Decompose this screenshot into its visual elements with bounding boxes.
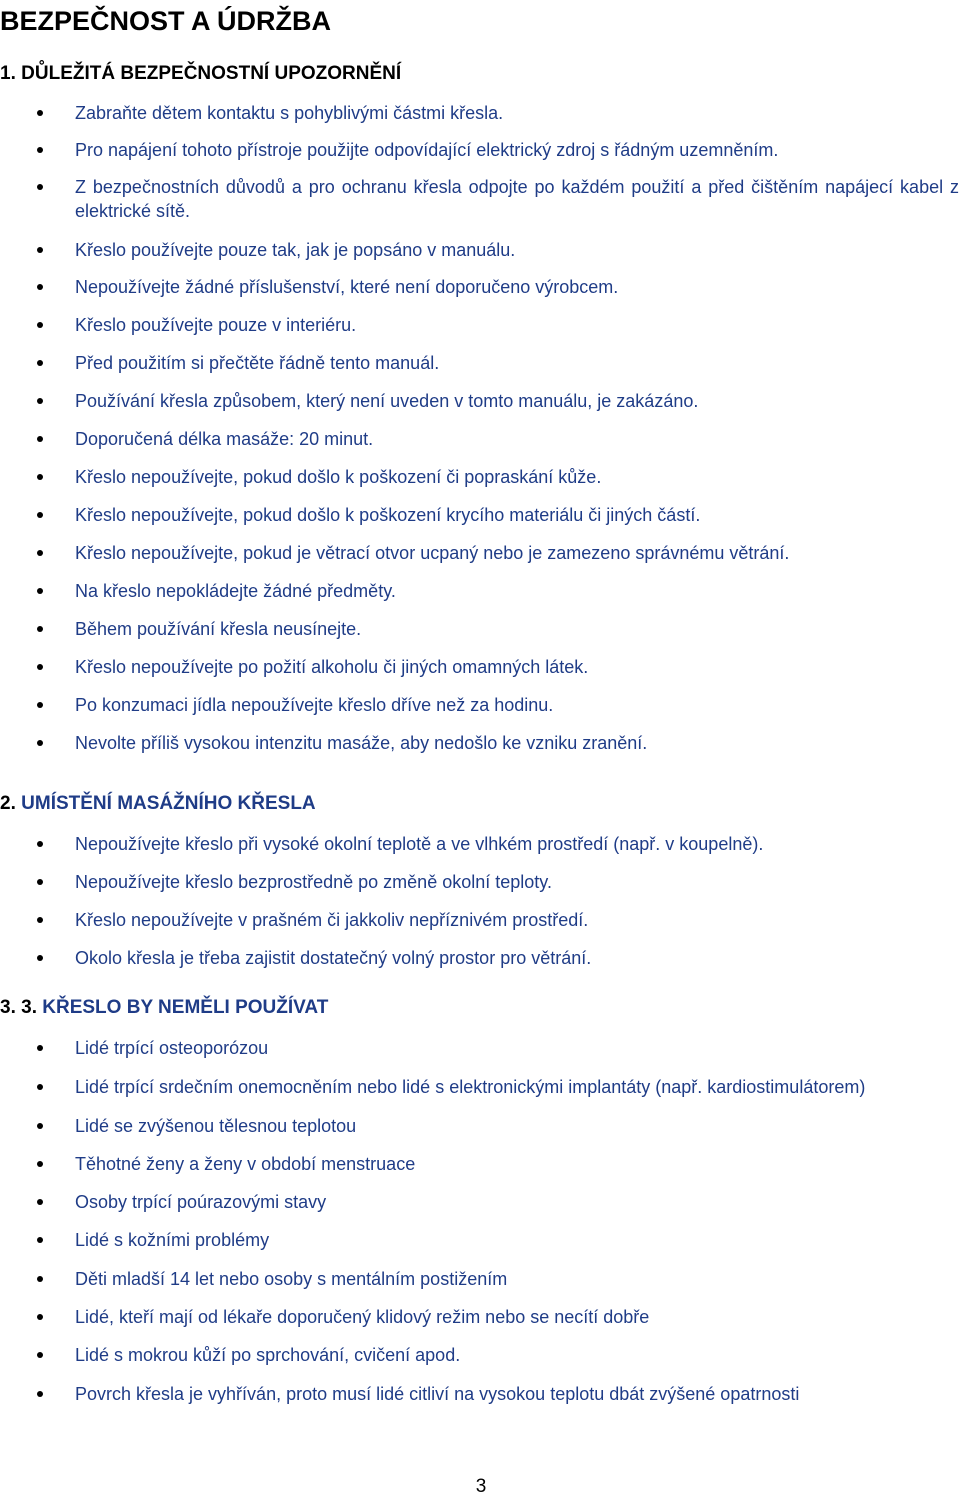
list-item: Děti mladší 14 let nebo osoby s mentálním postižením xyxy=(0,1267,960,1291)
bullet-icon xyxy=(37,398,43,404)
bullet-icon xyxy=(37,841,43,847)
list-item: Doporučená délka masáže: 20 minut. xyxy=(0,427,960,451)
bullet-icon xyxy=(37,1045,43,1051)
section-3-title: KŘESLO BY NEMĚLI POUŽÍVAT xyxy=(42,997,329,1018)
bullet-icon xyxy=(37,512,43,518)
list-item: Křeslo nepoužívejte, pokud došlo k poškození krycího materiálu či jiných částí. xyxy=(0,503,960,527)
list-item: Křeslo používejte pouze v interiéru. xyxy=(0,313,960,337)
list-item: Pro napájení tohoto přístroje použijte odpovídající elektrický zdroj s řádným uzemněním. xyxy=(0,138,960,162)
bullet-icon xyxy=(37,247,43,253)
list-item: Okolo křesla je třeba zajistit dostatečný volný prostor pro větrání. xyxy=(0,946,960,970)
bullet-icon xyxy=(37,1199,43,1205)
bullet-icon xyxy=(37,550,43,556)
list-item: Po konzumaci jídla nepoužívejte křeslo dříve než za hodinu. xyxy=(0,693,960,717)
section-1-heading xyxy=(0,62,401,86)
bullet-icon xyxy=(37,474,43,480)
list-item: Osoby trpící poúrazovými stavy xyxy=(0,1190,960,1214)
bullet-icon xyxy=(37,360,43,366)
bullet-icon xyxy=(37,626,43,632)
list-item: Nepoužívejte křeslo bezprostředně po změně okolní teploty. xyxy=(0,870,960,894)
bullet-icon xyxy=(37,702,43,708)
bullet-icon xyxy=(37,1161,43,1167)
bullet-icon xyxy=(37,879,43,885)
bullet-icon xyxy=(37,322,43,328)
section-2-heading xyxy=(0,792,316,816)
bullet-icon xyxy=(37,436,43,442)
list-item: Křeslo nepoužívejte, pokud došlo k poškození či popraskání kůže. xyxy=(0,465,960,489)
list-item: Lidé, kteří mají od lékaře doporučený klidový režim nebo se necítí dobře xyxy=(0,1305,960,1329)
bullet-icon xyxy=(37,1391,43,1397)
list-item: Lidé trpící srdečním onemocněním nebo lidé s elektronickými implantáty (např. kardiostimulátorem) xyxy=(0,1075,960,1099)
list-item: Během používání křesla neusínejte. xyxy=(0,617,960,641)
bullet-icon xyxy=(37,1084,43,1090)
list-item: Povrch křesla je vyhříván, proto musí lidé citliví na vysokou teplotu dbát zvýšené opatrnosti xyxy=(0,1382,960,1406)
bullet-icon xyxy=(37,110,43,116)
section-3-number: 3. 3. xyxy=(0,997,37,1018)
bullet-icon xyxy=(37,740,43,746)
bullet-icon xyxy=(37,1276,43,1282)
bullet-icon xyxy=(37,955,43,961)
bullet-icon xyxy=(37,664,43,670)
bullet-icon xyxy=(37,284,43,290)
list-item: Používání křesla způsobem, který není uveden v tomto manuálu, je zakázáno. xyxy=(0,389,960,413)
section-1-number: 1. xyxy=(0,63,16,84)
list-item: Lidé se zvýšenou tělesnou teplotou xyxy=(0,1114,960,1138)
list-item: Lidé s kožními problémy xyxy=(0,1228,960,1252)
section-3-heading xyxy=(0,996,328,1020)
page-title: BEZPEČNOST A ÚDRŽBA xyxy=(0,6,332,36)
bullet-icon xyxy=(37,147,43,153)
list-item: Lidé trpící osteoporózou xyxy=(0,1036,960,1060)
section-1-list xyxy=(0,101,960,755)
page-number: 3 xyxy=(475,1476,487,1497)
list-item: Těhotné ženy a ženy v období menstruace xyxy=(0,1152,960,1176)
list-item: Křeslo používejte pouze tak, jak je popsáno v manuálu. xyxy=(0,238,960,262)
section-2-number: 2. xyxy=(0,793,16,814)
list-item: Nevolte příliš vysokou intenzitu masáže, aby nedošlo ke vzniku zranění. xyxy=(0,731,960,755)
list-item: Nepoužívejte křeslo při vysoké okolní teplotě a ve vlhkém prostředí (např. v koupelně). xyxy=(0,832,960,856)
list-item: Křeslo nepoužívejte po požití alkoholu či jiných omamných látek. xyxy=(0,655,960,679)
bullet-icon xyxy=(37,1352,43,1358)
section-2-title: UMÍSTĚNÍ MASÁŽNÍHO KŘESLA xyxy=(21,793,316,814)
section-2-list xyxy=(0,832,960,970)
list-item: Křeslo nepoužívejte, pokud je větrací otvor ucpaný nebo je zamezeno správnému větrání. xyxy=(0,541,960,565)
list-item: Z bezpečnostních důvodů a pro ochranu křesla odpojte po každém použití a před čištěním napájecí kabel z elektrické sítě. xyxy=(0,175,960,223)
list-item: Lidé s mokrou kůží po sprchování, cvičení apod. xyxy=(0,1343,960,1367)
bullet-icon xyxy=(37,588,43,594)
section-3-list xyxy=(0,1036,960,1406)
list-item: Před použitím si přečtěte řádně tento manuál. xyxy=(0,351,960,375)
section-1-title: DŮLEŽITÁ BEZPEČNOSTNÍ UPOZORNĚNÍ xyxy=(21,63,402,84)
list-item: Zabraňte dětem kontaktu s pohyblivými částmi křesla. xyxy=(0,101,960,125)
list-item: Křeslo nepoužívejte v prašném či jakkoliv nepříznivém prostředí. xyxy=(0,908,960,932)
list-item: Nepoužívejte žádné příslušenství, které není doporučeno výrobcem. xyxy=(0,275,960,299)
bullet-icon xyxy=(37,184,43,190)
bullet-icon xyxy=(37,1314,43,1320)
bullet-icon xyxy=(37,1237,43,1243)
list-item: Na křeslo nepokládejte žádné předměty. xyxy=(0,579,960,603)
bullet-icon xyxy=(37,917,43,923)
bullet-icon xyxy=(37,1123,43,1129)
